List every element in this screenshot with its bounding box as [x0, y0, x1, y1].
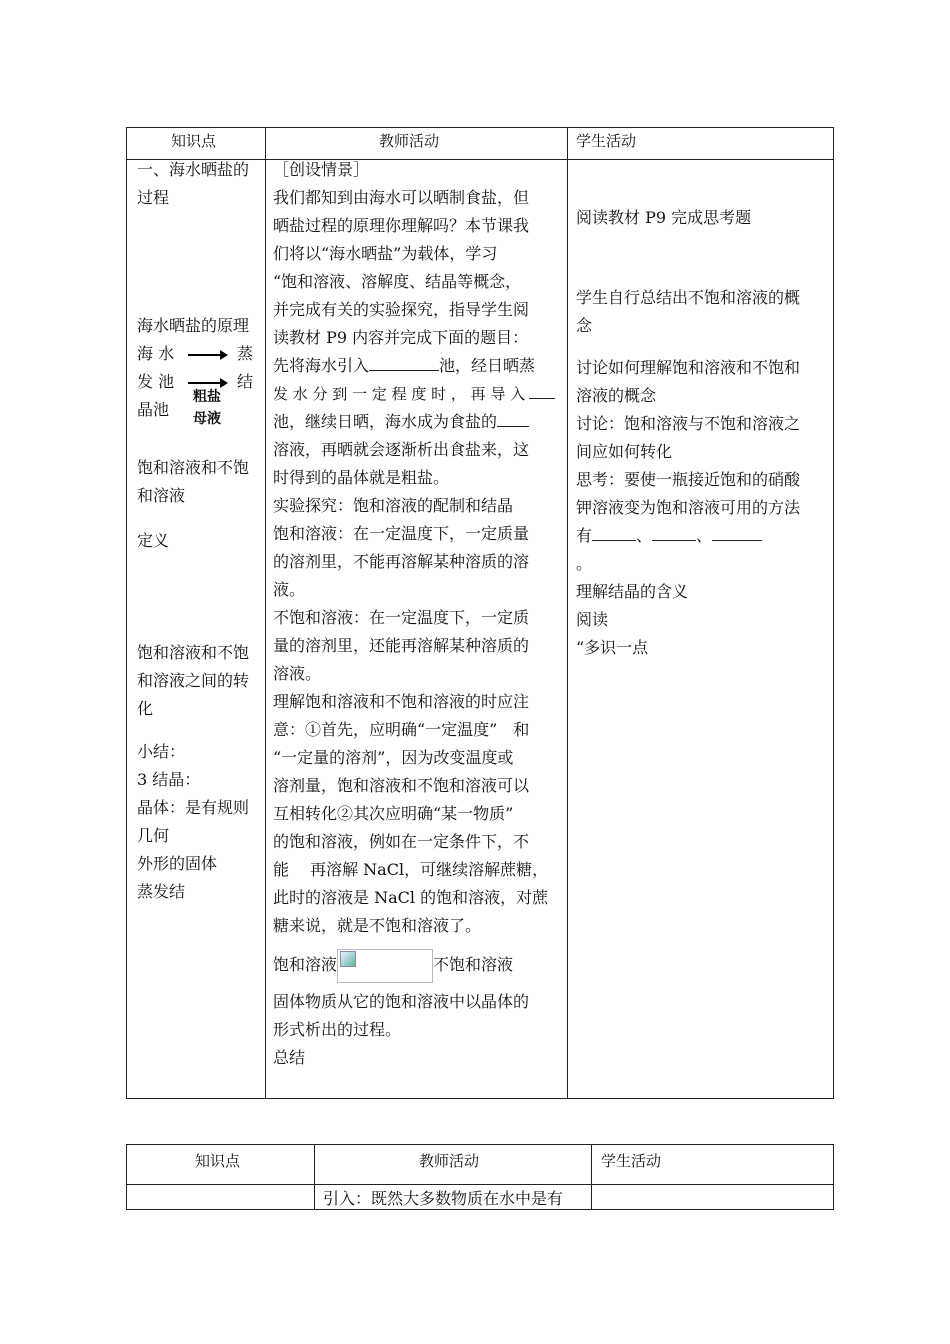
fill-line: 先将海水引入 池，经日晒蒸: [273, 356, 536, 375]
broken-image-icon: [340, 951, 356, 967]
section-title: 一、海水晒盐的: [137, 160, 250, 179]
table-2: [126, 1144, 834, 1210]
flow-row: 晶池 粗盐 母液: [137, 396, 261, 424]
divider: [265, 128, 266, 1098]
header-teacher: 教师活动: [379, 132, 440, 150]
arrow-icon: [188, 382, 226, 384]
product-crude-salt: 粗盐: [193, 389, 221, 405]
scenario-label: ［创设情景］: [273, 160, 370, 179]
summary-block: 小结： 3 结晶： 晶体：是有规则 几何 外形的固体 蒸发结: [137, 742, 250, 901]
divider: [314, 1145, 315, 1209]
think-blanks: 有 、 、: [576, 522, 830, 550]
answer-blank[interactable]: [369, 354, 439, 371]
conversion-image: [337, 949, 433, 983]
header-teacher: 教师活动: [419, 1152, 480, 1170]
arrow-icon: [188, 354, 226, 356]
section-2: 饱和溶液和不饱 和溶液: [137, 458, 250, 505]
principle-block: [137, 312, 261, 427]
answer-blank[interactable]: [592, 524, 636, 541]
teacher-column: ［创设情景］ 我们都知到由海水可以晒制食盐，但 晒盐过程的原理你理解吗？本节课我 们将以“海水晒盐”为载体，学习 “饱和溶液、溶解度、结晶等概念， 并完成有关的实验探究，指导学生阅 读教材 P9 内容并完成下面的题目： 先将海水引入 池，经日晒蒸 发 水 分 到 一 定 程 度 时 ， 再 导 入 池，继续日晒，海水成为食盐的 溶液，再晒就会逐渐析出食盐来，这 时得到的晶体就是粗盐。 实验探究：饱和溶液的配制和结晶 饱和溶液：在一定温度下，一定质量 的溶剂里，不能再溶解某种溶质的溶 液。 不饱和溶液：在一定温度下，一定质 量的溶剂里，还能再溶解某种溶质的 溶液。 理解饱和溶液和不饱和溶液的时应注 意：①首先，应明确“一定温度” 和 “一定量的溶剂”，因为改变温度或 溶剂量，饱和溶液和不饱和溶液可以 互相转化②其次应明确“某一物质” 的饱和溶液，例如在一定条件下，不 能 再溶解 NaCl，可继续溶解蔗糖， 此时的溶液是 NaCl 的饱和溶液，对蔗 糖来说，就是不饱和溶液了。 饱和溶液 不饱和溶液 固体物质从它的饱和溶液中以晶体的 形式析出的过程。 总结: [273, 156, 563, 1072]
answer-blank[interactable]: [652, 524, 696, 541]
header-knowledge: 知识点: [171, 132, 217, 150]
knowledge-column: [137, 156, 261, 212]
header-student: 学生活动: [601, 1152, 662, 1170]
conversion-row: 饱和溶液 不饱和溶液: [273, 946, 563, 984]
section-title: 过程: [137, 188, 170, 207]
answer-blank[interactable]: [529, 382, 555, 399]
fill-line: 发 水 分 到 一 定 程 度 时 ， 再 导 入: [273, 380, 563, 408]
intro-text: 引入：既然大多数物质在水中是有: [323, 1189, 564, 1208]
product-mother-liquor: 母液: [193, 411, 221, 427]
divider: [567, 128, 568, 1098]
table-1: [126, 127, 834, 1099]
principle-title: 海水晒盐的原理: [137, 316, 250, 335]
student-column-3: 讨论如何理解饱和溶液和不饱和 溶液的概念 讨论：饱和溶液与不饱和溶液之 间应如何转化 思考：要使一瓶接近饱和的硝酸 钾溶液变为饱和溶液可用的方法 有 、 、 。 理解结晶的含义 阅读 “多识一点: [576, 354, 830, 662]
flow-row: 发 池 结: [137, 372, 253, 391]
student-column-2: 学生自行总结出不饱和溶液的概 念: [576, 288, 801, 335]
section-3: 饱和溶液和不饱 和溶液之间的转 化: [137, 643, 250, 718]
fill-line: 池，继续日晒，海水成为食盐的: [273, 408, 563, 436]
summary-label: 总结: [273, 1048, 306, 1067]
definition-label: 定义: [137, 531, 170, 550]
flow-row: 海 水 蒸: [137, 344, 253, 363]
answer-blank[interactable]: [712, 524, 762, 541]
header-student: 学生活动: [576, 132, 637, 150]
student-column: 阅读教材 P9 完成思考题: [576, 208, 752, 227]
divider: [591, 1145, 592, 1209]
answer-blank[interactable]: [497, 410, 529, 427]
header-knowledge: 知识点: [195, 1152, 241, 1170]
